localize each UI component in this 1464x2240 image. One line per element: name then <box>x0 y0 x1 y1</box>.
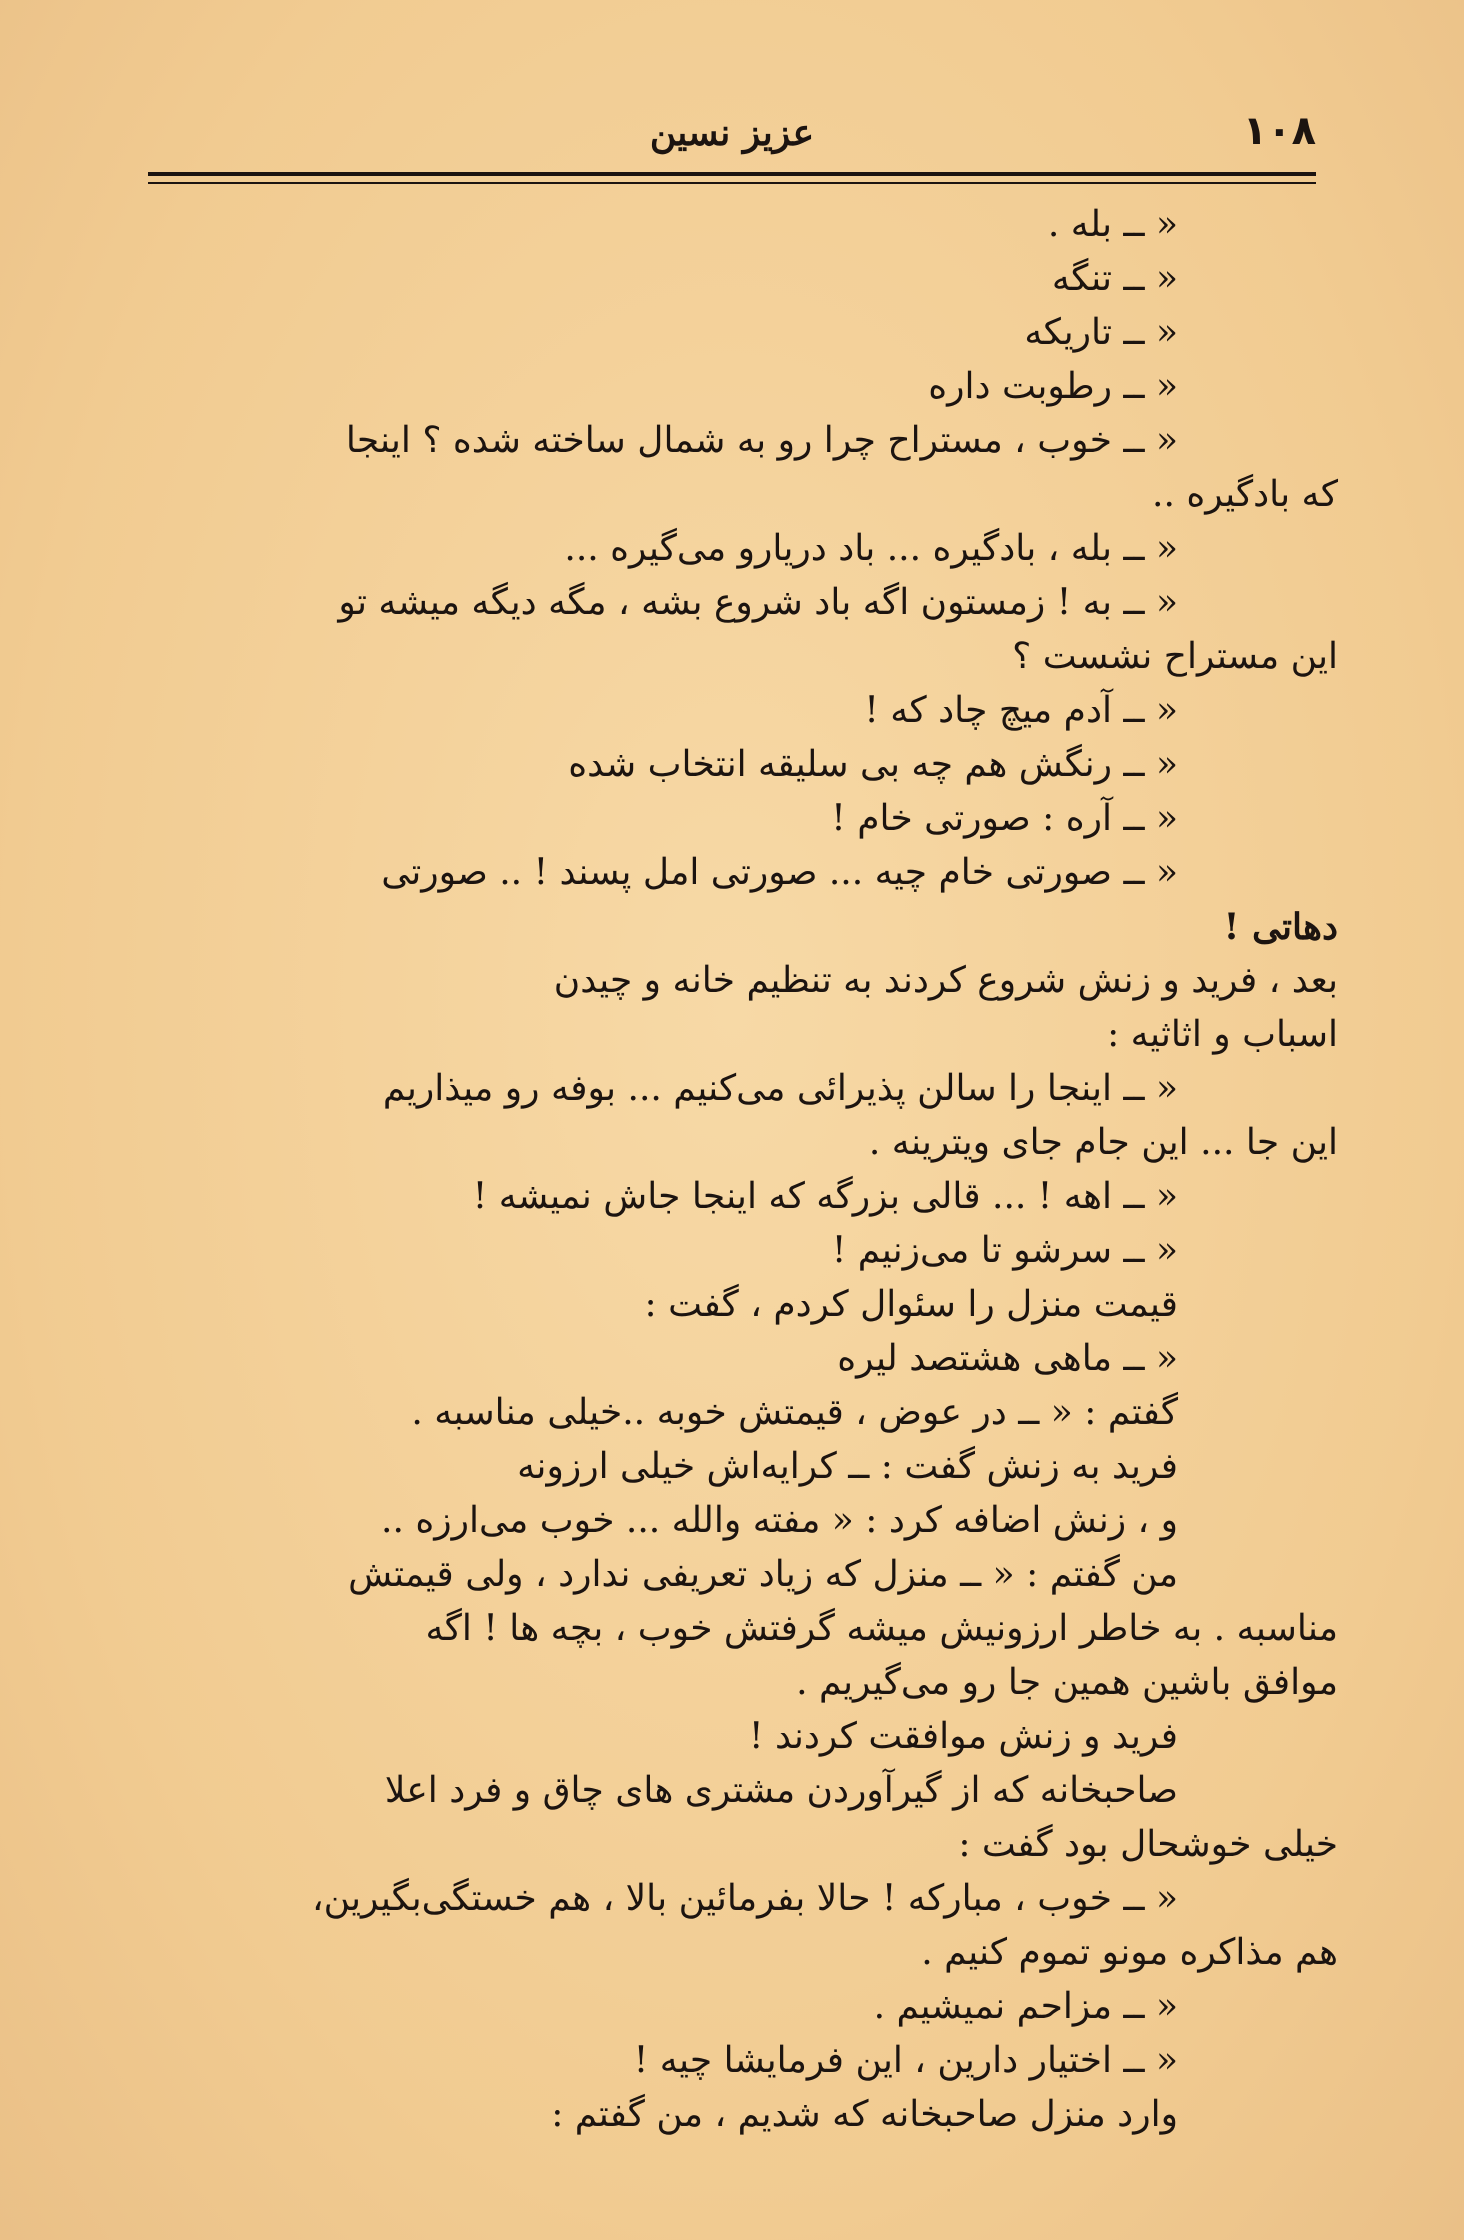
page-header <box>148 108 1316 168</box>
text-line: « ــ تاریکه <box>1024 312 1178 353</box>
text-line: این جا ... این جام جای ویترینه . <box>868 1122 1338 1163</box>
text-line: « ــ آدم میچ چاد که ! <box>864 690 1178 731</box>
text-line: « ــ سرشو تا می‌زنیم ! <box>831 1230 1178 1271</box>
text-line: قیمت منزل را سئوال کردم ، گفت : <box>644 1284 1178 1325</box>
text-line: من گفتم : « ــ منزل که زیاد تعریفی ندارد ، ولی قیمتش <box>348 1554 1178 1595</box>
text-line: دهاتی ! <box>1223 906 1338 948</box>
text-line: « ــ صورتی خام چیه ... صورتی امل پسند ! .. صورتی <box>381 852 1178 893</box>
text-line: « ــ به ! زمستون اگه باد شروع بشه ، مگه دیگه میشه تو <box>338 582 1178 623</box>
text-line: وارد منزل صاحبخانه که شدیم ، من گفتم : <box>551 2094 1178 2135</box>
text-line: « ــ رطوبت داره <box>928 366 1178 407</box>
text-line: این مستراح نشست ؟ <box>1012 636 1338 677</box>
text-line: خیلی خوشحال بود گفت : <box>958 1824 1338 1865</box>
page-number: ۱۰۸ <box>1242 108 1316 154</box>
header-rule-thin <box>148 182 1316 184</box>
text-line: « ــ اینجا را سالن پذیرائی می‌کنیم ... بوفه رو میذاریم <box>382 1068 1178 1109</box>
text-line: و ، زنش اضافه کرد : « مفته والله ... خوب می‌ارزه .. <box>381 1500 1178 1541</box>
text-line: « ــ اهه ! ... قالی بزرگه که اینجا جاش نمیشه ! <box>472 1176 1178 1217</box>
text-line: « ــ تنگه <box>1051 258 1178 299</box>
header-rule-thick <box>148 172 1316 176</box>
text-line: « ــ آره : صورتی خام ! <box>831 798 1178 839</box>
text-line: که بادگیره .. <box>1152 474 1338 515</box>
text-line: « ــ مزاحم نمیشیم . <box>873 1986 1178 2027</box>
text-line: « ــ اختیار دارین ، این فرمایشا چیه ! <box>633 2040 1178 2081</box>
text-line: فرید و زنش موافقت کردند ! <box>749 1716 1178 1757</box>
page-body-text <box>148 198 1338 2142</box>
text-line: « ــ بله ، بادگیره ... باد دریارو می‌گیره ... <box>564 528 1178 569</box>
text-line: هم مذاکره مونو تموم کنیم . <box>921 1932 1338 1973</box>
text-line: فرید به زنش گفت : ــ کرایه‌اش خیلی ارزونه <box>517 1446 1178 1487</box>
text-line: « ــ بله . <box>1047 204 1178 245</box>
text-line: « ــ خوب ، مستراح چرا رو به شمال ساخته شده ؟ اینجا <box>345 420 1178 461</box>
text-line: موافق باشین همین جا رو می‌گیریم . <box>796 1662 1338 1703</box>
text-line: « ــ ماهی هشتصد لیره <box>837 1338 1178 1379</box>
text-line: مناسبه . به خاطر ارزونیش میشه گرفتش خوب ، بچه ها ! اگه <box>425 1608 1338 1649</box>
text-line: « ــ رنگش هم چه بی سلیقه انتخاب شده <box>568 744 1178 785</box>
text-line: اسباب و اثاثیه : <box>1107 1014 1338 1055</box>
running-title: عزیز نسین <box>649 112 815 154</box>
text-line: بعد ، فرید و زنش شروع کردند به تنظیم خانه و چیدن <box>553 960 1338 1001</box>
text-line: صاحبخانه که از گیرآوردن مشتری های چاق و فرد اعلا <box>384 1770 1178 1811</box>
text-line: « ــ خوب ، مبارکه ! حالا بفرمائین بالا ، هم خستگی‌بگیرین، <box>311 1878 1178 1919</box>
text-line: گفتم : « ــ در عوض ، قیمتش خوبه ..خیلی مناسبه . <box>411 1392 1178 1433</box>
